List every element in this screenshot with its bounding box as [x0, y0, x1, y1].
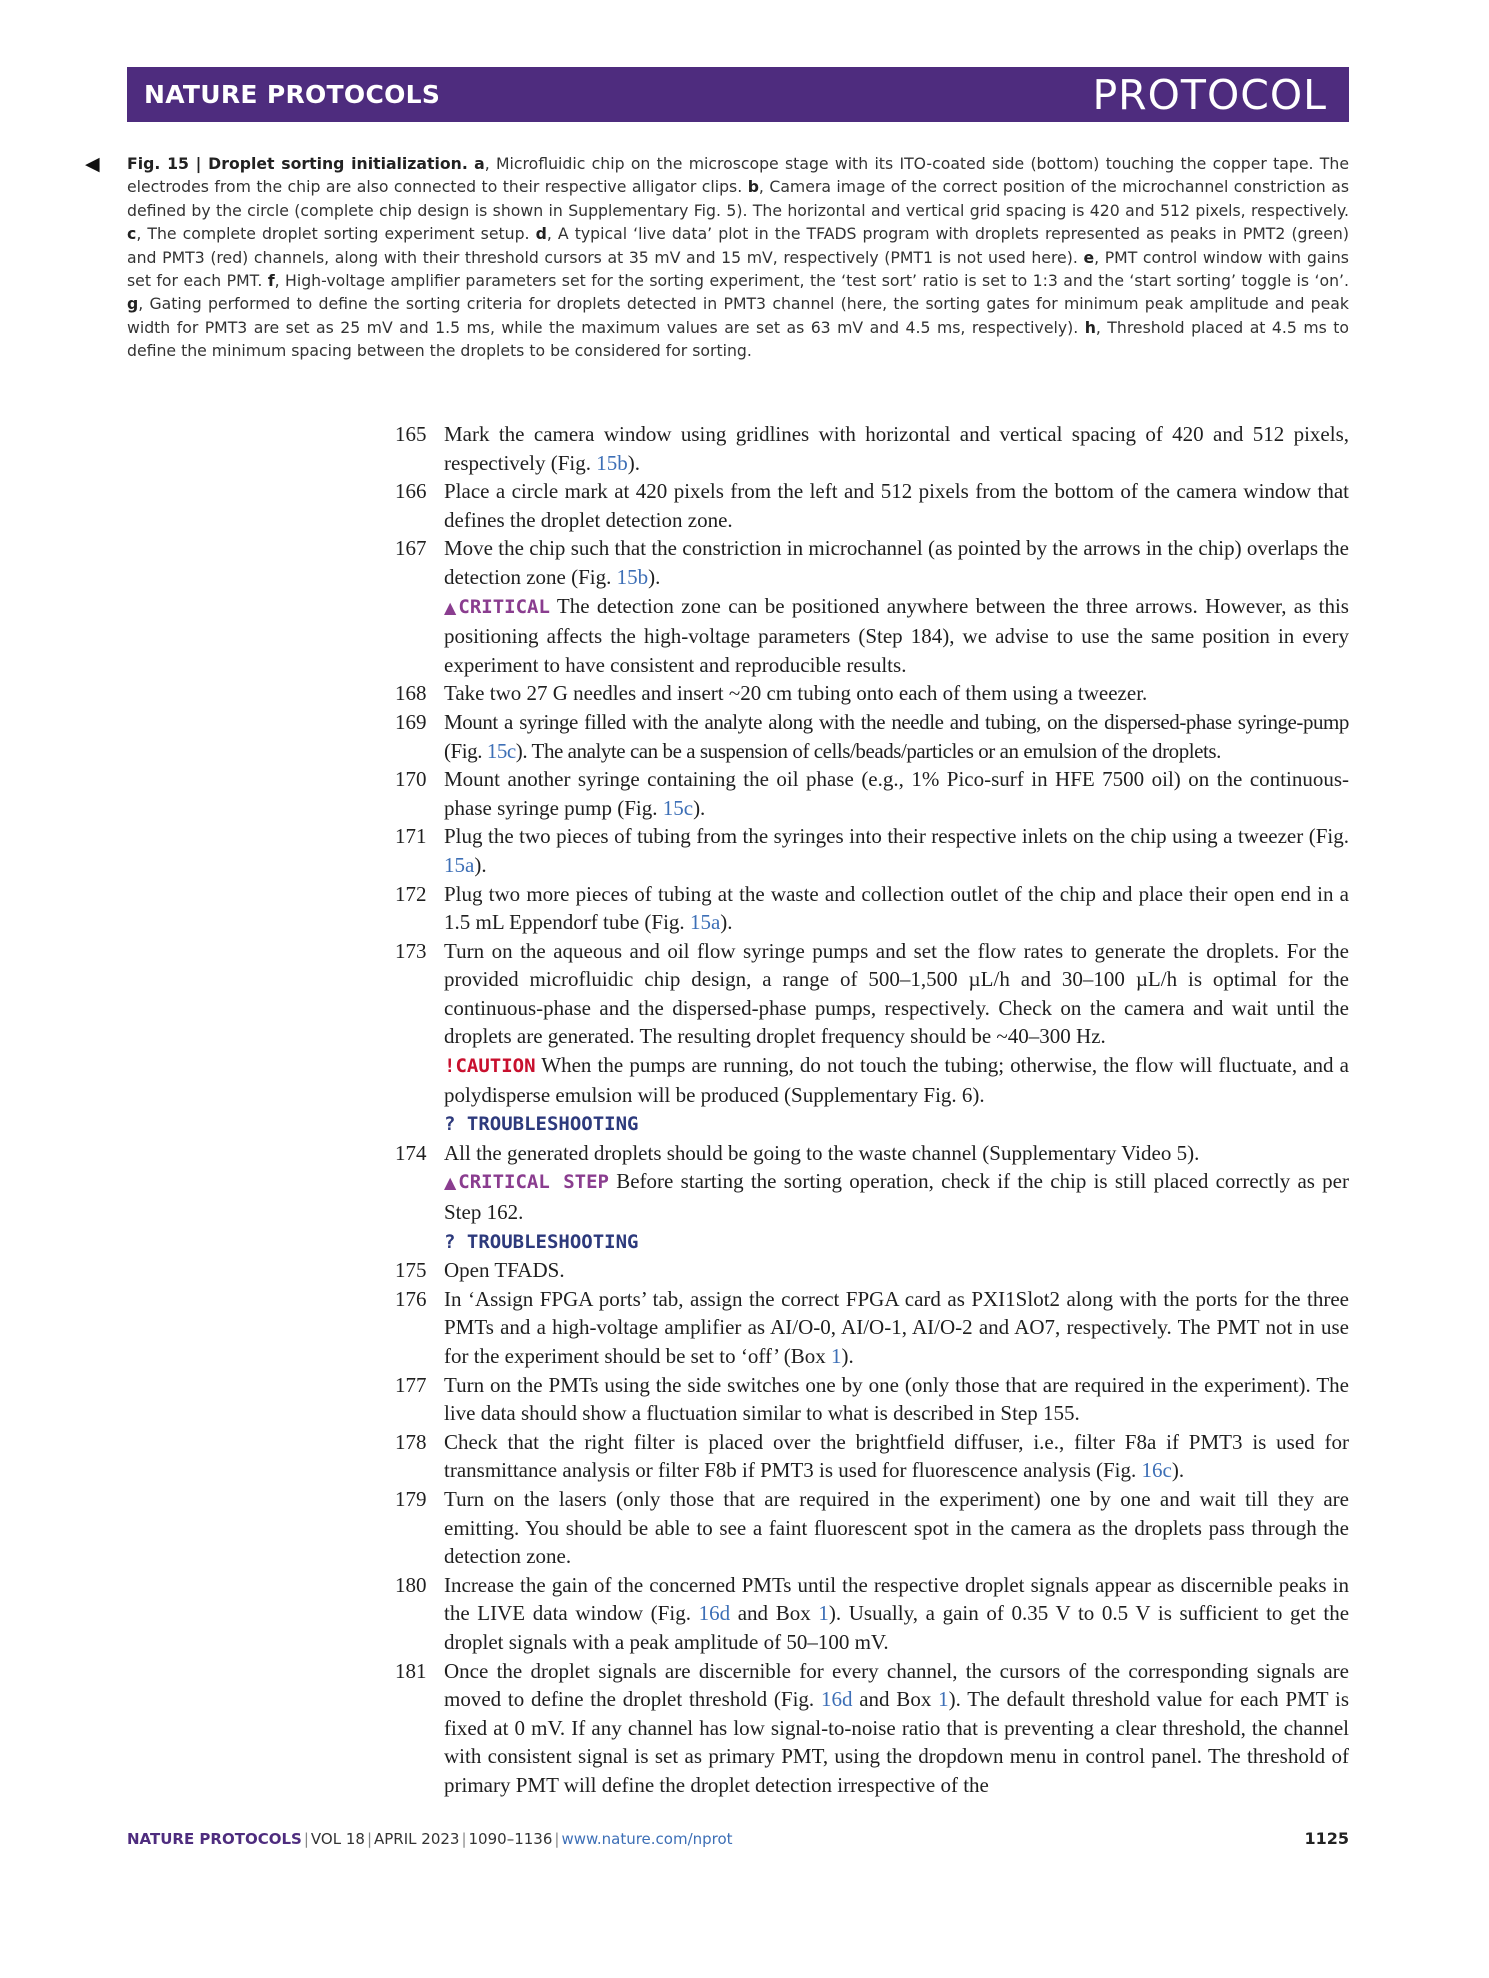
figure-caption	[85, 152, 1350, 363]
step-text	[444, 1371, 1349, 1428]
caption-panel-letter: g	[127, 294, 139, 314]
figure-link[interactable]: 1	[831, 1344, 842, 1368]
step-number: 178	[395, 1429, 427, 1454]
step-number: 172	[395, 881, 427, 906]
step-number: 167	[395, 536, 427, 561]
step-text-run: ).	[648, 564, 661, 589]
caution-note	[444, 1051, 1349, 1109]
article-type: PROTOCOL	[1092, 70, 1327, 119]
step-text	[444, 679, 1349, 708]
step-179	[395, 1485, 1349, 1571]
step-178	[395, 1428, 1349, 1485]
figure-link[interactable]: 15b	[596, 450, 628, 475]
step-text-run: Once the droplet signals are discernible for every channel, the cursors of the corresponding signals are moved to define the droplet threshold (Fig.	[444, 1658, 1349, 1712]
step-text	[444, 1485, 1349, 1571]
critical-label: CRITICAL	[458, 595, 550, 618]
step-173	[395, 937, 1349, 1139]
step-174	[395, 1139, 1349, 1256]
footer-journal: NATURE PROTOCOLS	[127, 1829, 302, 1848]
caution-label: CAUTION	[455, 1055, 536, 1078]
step-text-run: Open TFADS.	[444, 1258, 565, 1283]
caption-panel-text: , Microfluidic chip on the microscope stage with its ITO-coated side (bottom) touching the copper tape. The electrodes from the chip are also connected to their respective alligator clips.	[127, 154, 1349, 197]
journal-banner	[127, 67, 1349, 122]
step-number: 170	[395, 767, 427, 792]
step-170	[395, 765, 1349, 822]
step-text-run: ).	[627, 450, 640, 475]
footer-citation: NATURE PROTOCOLS | VOL 18 | APRIL 2023 | 1090–1136 | www.nature.com/nprot	[127, 1829, 733, 1848]
step-text-run: ).	[720, 910, 733, 935]
step-text-run: Increase the gain of the concerned PMTs until the respective droplet signals appear as discernible peaks in the LIVE data window (Fig.	[444, 1572, 1349, 1626]
caution-text: When the pumps are running, do not touch the tubing; otherwise, the flow will fluctuate, and a polydisperse emulsion will be produced (Supplementary Fig. 6).	[444, 1053, 1349, 1107]
step-text-run: Plug two more pieces of tubing at the waste and collection outlet of the chip and place their open end in a 1.5 mL Eppendorf tube (Fig.	[444, 881, 1349, 935]
figure-link[interactable]: 16d	[698, 1601, 731, 1626]
step-text-run: and Box	[730, 1601, 819, 1626]
triangle-icon: ▲	[444, 597, 459, 617]
caption-panel-letter: a	[474, 154, 485, 173]
page-number: 1125	[1304, 1829, 1349, 1848]
figure-link[interactable]: 16c	[1141, 1458, 1172, 1483]
critical-text: Before starting the sorting operation, check if the chip is still placed correctly as per Step 162.	[444, 1169, 1349, 1225]
step-number: 165	[395, 422, 427, 446]
footer-volume: VOL 18	[310, 1829, 365, 1848]
step-166	[395, 477, 1349, 534]
step-181	[395, 1657, 1349, 1800]
step-text-run: Check that the right filter is placed over the brightfield diffuser, i.e., filter F8a if PMT3 is used for transmittance analysis or filter F8b if PMT3 is used for fluorescence analysis (Fig.	[444, 1429, 1349, 1483]
step-text-run: Mount another syringe containing the oil phase (e.g., 1% Pico-surf in HFE 7500 oil) on the continuous-phase syringe pump (Fig.	[444, 767, 1349, 820]
trouble-label: ? TROUBLESHOOTING	[444, 1113, 639, 1136]
step-text-run: Turn on the aqueous and oil flow syringe pumps and set the flow rates to generate the droplets. For the provided microfluidic chip design, a range of 500–1,500 µL/h and 30–100 µL/h is optimal for the continuous-phase and the dispersed-phase pumps, respectively. Check on the camera and wait until the droplets are generated. The resulting droplet frequency should be ~40–300 Hz.	[444, 938, 1349, 1049]
figure-link[interactable]: 15a	[689, 910, 721, 935]
step-number: 166	[395, 479, 427, 504]
step-text	[444, 1657, 1349, 1800]
step-text-run: Plug the two pieces of tubing from the syringes into their respective inlets on the chip using a tweezer (Fig.	[444, 824, 1349, 849]
step-number: 179	[395, 1486, 427, 1511]
footer-pages: 1090–1136	[468, 1829, 553, 1848]
step-number: 176	[395, 1286, 427, 1311]
step-text-run: Place a circle mark at 420 pixels from the left and 512 pixels from the bottom of the camera window that defines the droplet detection zone.	[444, 479, 1349, 532]
step-text-run: ).	[474, 852, 487, 877]
step-text-run: Take two 27 G needles and insert ~20 cm tubing onto each of them using a tweezer.	[444, 681, 1148, 706]
step-text	[444, 477, 1349, 534]
step-text	[444, 1571, 1349, 1657]
step-text-run: Turn on the PMTs using the side switches one by one (only those that are required in the experiment). The live data should show a fluctuation similar to what is described in Step 155.	[444, 1372, 1349, 1426]
back-arrow-icon[interactable]: ◀	[85, 153, 100, 175]
caption-label: Fig. 15 | Droplet sorting initialization.	[127, 154, 468, 173]
caption-panel-c	[127, 224, 536, 243]
caption-panel-letter: e	[1083, 247, 1095, 267]
exclamation-icon: !	[444, 1055, 456, 1078]
step-text	[444, 1285, 1349, 1371]
step-text-run: ).	[693, 795, 706, 820]
step-text-run: In ‘Assign FPGA ports’ tab, assign the correct FPGA card as PXI1Slot2 along with the ports for the three PMTs and a high-voltage amplifier as AI/O-0, AI/O-1, AI/O-2 and AO7, respectively. The PMT not in use for the experiment should be set to ‘off’ (Box	[444, 1286, 1349, 1368]
step-text-run: ).	[1171, 1458, 1185, 1483]
step-171	[395, 822, 1349, 879]
step-text-run: ). The default threshold value for each PMT is fixed at 0 mV. If any channel has low signal-to-noise ratio that is preventing a clear threshold, the channel with consistent signal is set as primary PMT, using the dropdown menu in control panel. The threshold of primary PMT will define the droplet detection irrespective of the	[444, 1687, 1349, 1797]
caption-panel-text: , High-voltage amplifier parameters set for the sorting experiment, the ‘test sort’ ratio is set to 1:3 and the ‘start sorting’ toggle is ‘on’.	[274, 271, 1350, 291]
caption-panel-letter: f	[267, 271, 275, 291]
step-176	[395, 1285, 1349, 1371]
step-text-run: and Box	[852, 1687, 939, 1712]
step-text	[444, 937, 1349, 1139]
footer-date: APRIL 2023	[374, 1829, 460, 1848]
caption-panel-letter: b	[747, 177, 759, 197]
caption-panel-text: , Gating performed to define the sorting criteria for droplets detected in PMT3 channel (here, the sorting gates for minimum peak amplitude and peak width for PMT3 are set as 25 mV and 1.5 ms, while the maximum values are set as 63 mV and 4.5 ms, respectively).	[127, 294, 1349, 337]
critical-label: CRITICAL STEP	[458, 1171, 609, 1194]
step-180	[395, 1571, 1349, 1657]
step-text	[444, 822, 1349, 879]
figure-link[interactable]: 15a	[444, 852, 475, 877]
caption-panel-text: , The complete droplet sorting experiment setup.	[136, 224, 536, 244]
caption-panel-text: , PMT control window with gains set for each PMT.	[127, 247, 1349, 291]
step-text	[444, 420, 1349, 477]
step-text-run: Move the chip such that the constriction in microchannel (as pointed by the arrows in the chip) overlaps the detection zone (Fig.	[444, 536, 1349, 589]
step-text-run: Turn on the lasers (only those that are required in the experiment) one by one and wait till they are emitting. You should be able to see a faint fluorescent spot in the camera as the droplets pass through the detection zone.	[444, 1486, 1349, 1569]
step-text-run: ). Usually, a gain of 0.35 V to 0.5 V is sufficient to get the droplet signals with a peak amplitude of 50–100 mV.	[444, 1601, 1350, 1654]
figure-link[interactable]: 16d	[820, 1687, 853, 1712]
step-177	[395, 1371, 1349, 1428]
critical-note	[444, 592, 1349, 680]
step-text	[444, 534, 1349, 679]
page-footer	[127, 1829, 1349, 1848]
step-169	[395, 708, 1349, 765]
trouble-note[interactable]	[444, 1227, 1349, 1257]
step-167	[395, 534, 1349, 679]
step-number: 169	[395, 709, 427, 734]
procedure-steps	[395, 420, 1349, 1800]
step-number: 173	[395, 938, 427, 963]
figure-link[interactable]: 15c	[662, 795, 694, 820]
caption-panel-letter: h	[1084, 317, 1096, 337]
step-number: 168	[395, 681, 427, 706]
step-text	[444, 1256, 1349, 1285]
step-text-run: ).	[841, 1344, 854, 1368]
journal-name: NATURE PROTOCOLS	[144, 80, 441, 109]
step-text	[444, 1428, 1349, 1485]
figure-link[interactable]: 1	[938, 1687, 949, 1712]
figure-link[interactable]: 15c	[486, 738, 516, 763]
caption-panel-text: , Camera image of the correct position of the microchannel constriction as defined by the circle (complete chip design is shown in Supplementary Fig. 5). The horizontal and vertical grid spacing is 420 and 512 pixels, respectively.	[127, 177, 1350, 220]
step-text	[444, 1139, 1349, 1256]
step-175	[395, 1256, 1349, 1285]
critical-note	[444, 1167, 1349, 1226]
step-number: 171	[395, 824, 427, 849]
step-text-run: ). The analyte can be a suspension of cells/beads/particles or an emulsion of the droplets.	[515, 738, 1221, 763]
step-text-run: Mount a syringe filled with the analyte along with the needle and tubing, on the dispersed-phase syringe-pump (Fig.	[444, 709, 1349, 763]
caption-panel-f	[268, 271, 1349, 290]
figure-link[interactable]: 15b	[616, 564, 649, 589]
caption-panel-text: , A typical ‘live data’ plot in the TFADS program with droplets represented as peaks in PMT2 (green) and PMT3 (red) channels, along with their threshold cursors at 35 mV and 15 mV, respectively (PMT1 is not used here).	[127, 224, 1349, 267]
caption-panel-letter: d	[535, 224, 547, 244]
caption-panel-letter: c	[127, 224, 137, 244]
step-number: 175	[395, 1258, 427, 1283]
caption-panel-text: , Threshold placed at 4.5 ms to define the minimum spacing between the droplets to be considered for sorting.	[127, 317, 1349, 361]
step-168	[395, 679, 1349, 708]
step-number: 177	[395, 1372, 427, 1397]
step-172	[395, 880, 1349, 937]
footer-url[interactable]: www.nature.com/nprot	[561, 1829, 733, 1848]
figure-link[interactable]: 1	[818, 1601, 829, 1626]
critical-text: The detection zone can be positioned anywhere between the three arrows. However, as this positioning affects the high-voltage parameters (Step 184), we advise to use the same position in every experiment to have consistent and reproducible results.	[444, 593, 1349, 677]
step-text	[444, 765, 1349, 822]
step-number: 180	[395, 1572, 427, 1597]
step-text-run: All the generated droplets should be going to the waste channel (Supplementary Video 5).	[444, 1140, 1200, 1165]
step-text-run: Mark the camera window using gridlines with horizontal and vertical spacing of 420 and 512 pixels, respectively (Fig.	[444, 422, 1349, 475]
step-text	[444, 708, 1349, 765]
step-number: 174	[395, 1140, 427, 1165]
step-165	[395, 420, 1349, 477]
step-text	[444, 880, 1349, 937]
trouble-note[interactable]	[444, 1109, 1349, 1139]
triangle-icon: ▲	[444, 1173, 459, 1193]
trouble-label: ? TROUBLESHOOTING	[444, 1230, 639, 1253]
step-number: 181	[395, 1658, 427, 1683]
